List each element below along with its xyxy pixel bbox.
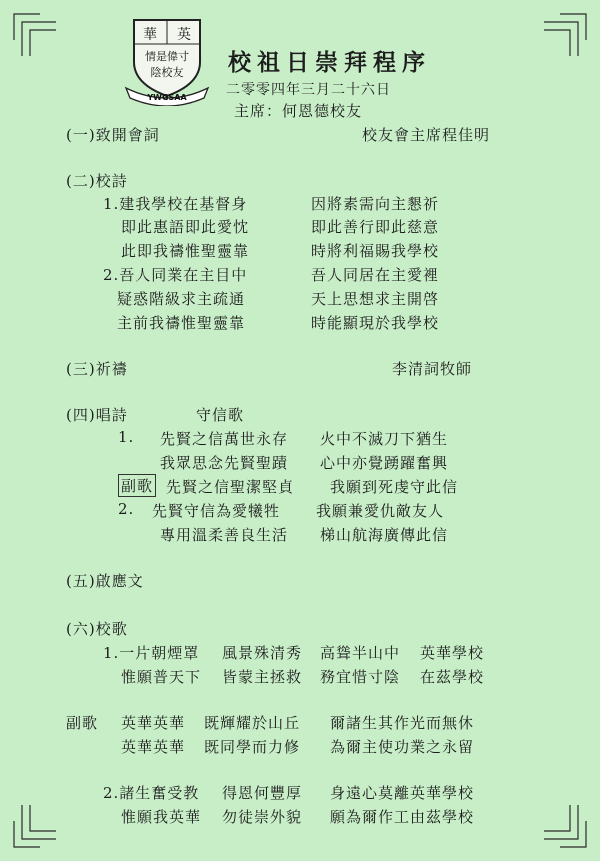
song-phrase: 2.諸生奮受教 (103, 784, 200, 802)
song-phrase: 願為爾作工由茲學校 (330, 808, 475, 826)
song-phrase: 英華英華 (121, 714, 186, 732)
chairperson: 主席：何恩德校友 (234, 102, 363, 120)
hymn-line-right: 梯山航海廣傳此信 (320, 526, 449, 544)
song-phrase: 在茲學校 (420, 668, 485, 686)
program-title: 校祖日崇拜程序 (228, 49, 431, 76)
hymn-line-right: 我願兼愛仇敵友人 (316, 502, 445, 520)
section-opening-label: (一)致開會詞 (66, 126, 160, 144)
section-hymn-label: (四)唱詩 (66, 406, 128, 424)
poem-line-left: 此即我禱惟聖靈靠 (121, 242, 250, 260)
hymn-title: 守信歌 (196, 406, 245, 424)
hymn-verse-number: 1. (118, 428, 135, 446)
song-phrase: 爾諸生其作光而無休 (330, 714, 475, 732)
hymn-line-left: 先賢之信萬世永存 (160, 430, 289, 448)
section-responsive-reading-label: (五)啟應文 (66, 572, 144, 590)
poem-line-right: 吾人同居在主愛裡 (311, 266, 440, 284)
song-phrase: 為爾主使功業之永留 (330, 738, 475, 756)
svg-text:YWGSAA: YWGSAA (147, 93, 187, 102)
svg-text:情是偉寸: 情是偉寸 (145, 50, 189, 63)
song-phrase: 既輝耀於山丘 (204, 714, 301, 732)
hymn-line-left: 先賢之信聖潔堅貞 (166, 478, 295, 496)
hymn-verse-number: 2. (118, 500, 135, 518)
hymn-line-right: 我願到死虔守此信 (330, 478, 459, 496)
section-school-song-label: (六)校歌 (66, 620, 128, 638)
song-phrase: 身遠心莫離英華學校 (330, 784, 475, 802)
alumni-logo (124, 14, 210, 106)
poem-line-left: 2.吾人同業在主目中 (103, 266, 248, 284)
hymn-line-left: 我眾思念先賢聖蹟 (160, 454, 289, 472)
poem-line-right: 時能顯現於我學校 (311, 314, 440, 332)
section-prayer-label: (三)祈禱 (66, 360, 128, 378)
song-phrase: 英華學校 (420, 644, 485, 662)
poem-line-left: 1.建我學校在基督身 (103, 195, 248, 213)
svg-text:華: 華 (143, 27, 157, 43)
hymn-line-left: 先賢守信為愛犧牲 (152, 502, 281, 520)
song-phrase: 惟願普天下 (121, 668, 202, 686)
hymn-line-right: 心中亦覺踴躍奮興 (320, 454, 449, 472)
hymn-line-right: 火中不滅刀下猶生 (320, 430, 449, 448)
section-school-poem-label: (二)校詩 (66, 172, 128, 190)
song-phrase: 英華英華 (121, 738, 186, 756)
song-chorus-marker: 副歌 (66, 714, 99, 732)
section-opening-speaker: 校友會主席程佳明 (362, 126, 491, 144)
poem-line-left: 疑惑階級求主疏通 (117, 290, 246, 308)
poem-line-left: 即此惠語即此愛忱 (121, 218, 250, 236)
svg-text:陰校友: 陰校友 (150, 66, 184, 79)
song-phrase: 惟願我英華 (121, 808, 202, 826)
hymn-chorus-marker: 副歌 (118, 474, 156, 497)
hymn-line-left: 專用溫柔善良生活 (160, 526, 289, 544)
svg-text:英: 英 (177, 27, 191, 43)
song-phrase: 勿徒崇外貌 (222, 808, 303, 826)
song-phrase: 得恩何豐厚 (222, 784, 303, 802)
poem-line-right: 即此善行即此慈意 (311, 218, 440, 236)
poem-line-left: 主前我禱惟聖靈靠 (117, 314, 246, 332)
song-phrase: 風景殊清秀 (222, 644, 303, 662)
song-phrase: 既同學而力修 (204, 738, 301, 756)
poem-line-right: 天上思想求主開啓 (311, 290, 440, 308)
song-phrase: 務宜惜寸陰 (320, 668, 401, 686)
section-prayer-speaker: 李清詞牧師 (392, 360, 473, 378)
song-phrase: 1.一片朝煙罩 (103, 644, 200, 662)
service-date: 二零零四年三月二十六日 (226, 82, 391, 98)
poem-line-right: 時將利福賜我學校 (311, 242, 440, 260)
poem-line-right: 因將素需向主懇祈 (311, 195, 440, 213)
song-phrase: 皆蒙主拯救 (222, 668, 303, 686)
song-phrase: 高聳半山中 (320, 644, 401, 662)
